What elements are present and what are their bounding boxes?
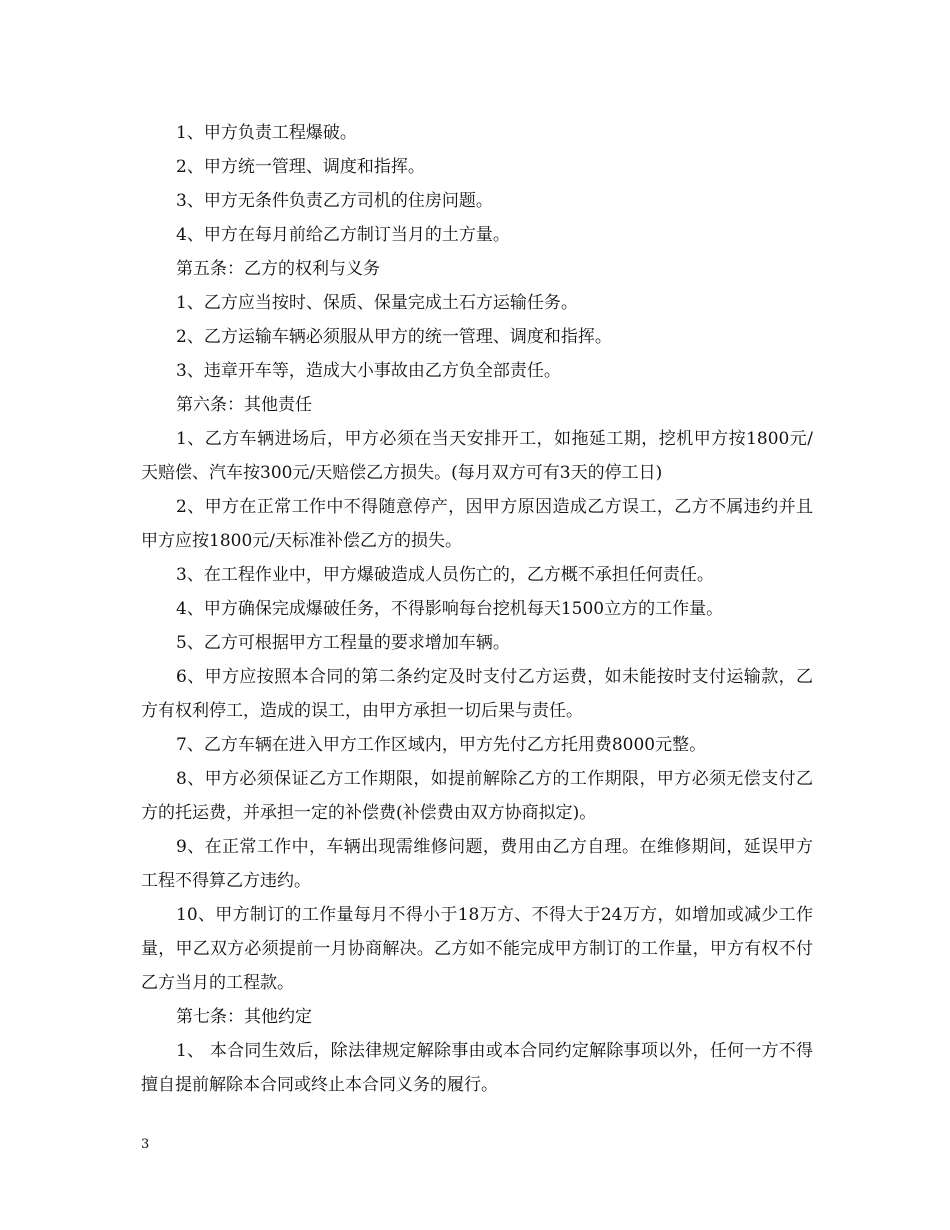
paragraph: 4、甲方在每月前给乙方制订当月的土方量。 [176,225,510,245]
paragraph: 2、乙方运输车辆必须服从甲方的统一管理、调度和指挥。 [176,327,612,347]
paragraph: 5、乙方可根据甲方工程量的要求增加车辆。 [176,633,510,653]
paragraph: 9、在正常工作中，车辆出现需维修问题，费用由乙方自理。在维修期间，延误甲方工程不得算乙方违约。 [141,837,813,891]
section-heading: 第六条：其他责任 [176,395,312,415]
paragraph: 2、甲方在正常工作中不得随意停产，因甲方原因造成乙方误工，乙方不属违约并且甲方应按1800元/天标准补偿乙方的损失。 [141,497,813,551]
paragraph: 4、甲方确保完成爆破任务，不得影响每台挖机每天1500立方的工作量。 [176,599,724,619]
paragraph: 2、甲方统一管理、调度和指挥。 [176,157,425,177]
paragraph: 1、甲方负责工程爆破。 [176,123,357,143]
paragraph: 3、在工程作业中，甲方爆破造成人员伤亡的，乙方概不承担任何责任。 [176,565,714,585]
paragraph: 3、甲方无条件负责乙方司机的住房问题。 [176,191,493,211]
paragraph: 1、乙方车辆进场后，甲方必须在当天安排开工，如拖延工期，挖机甲方按1800元/天赔偿、汽车按300元/天赔偿乙方损失。(每月双方可有3天的停工日) [141,429,813,483]
paragraph: 7、乙方车辆在进入甲方工作区域内，甲方先付乙方托用费8000元整。 [176,735,707,755]
section-heading: 第七条：其他约定 [176,1007,312,1027]
paragraph: 1、乙方应当按时、保质、保量完成土石方运输任务。 [176,293,578,313]
section-heading: 第五条：乙方的权利与义务 [176,259,380,279]
paragraph: 6、甲方应按照本合同的第二条约定及时支付乙方运费，如未能按时支付运输款，乙方有权利停工，造成的误工，由甲方承担一切后果与责任。 [141,667,813,721]
paragraph: 10、甲方制订的工作量每月不得小于18万方、不得大于24万方，如增加或减少工作量，甲乙双方必须提前一月协商解决。乙方如不能完成甲方制订的工作量，甲方有权不付乙方当月的工程款。 [141,905,813,993]
document-body [141,116,813,1102]
paragraph: 1、 本合同生效后，除法律规定解除事由或本合同约定解除事项以外，任何一方不得擅自提前解除本合同或终止本合同义务的履行。 [141,1041,813,1095]
paragraph: 8、甲方必须保证乙方工作期限，如提前解除乙方的工作期限，甲方必须无偿支付乙方的托运费，并承担一定的补偿费(补偿费由双方协商拟定)。 [141,769,813,823]
paragraph: 3、违章开车等，造成大小事故由乙方负全部责任。 [176,361,561,381]
page-number: 3 [141,1137,150,1152]
